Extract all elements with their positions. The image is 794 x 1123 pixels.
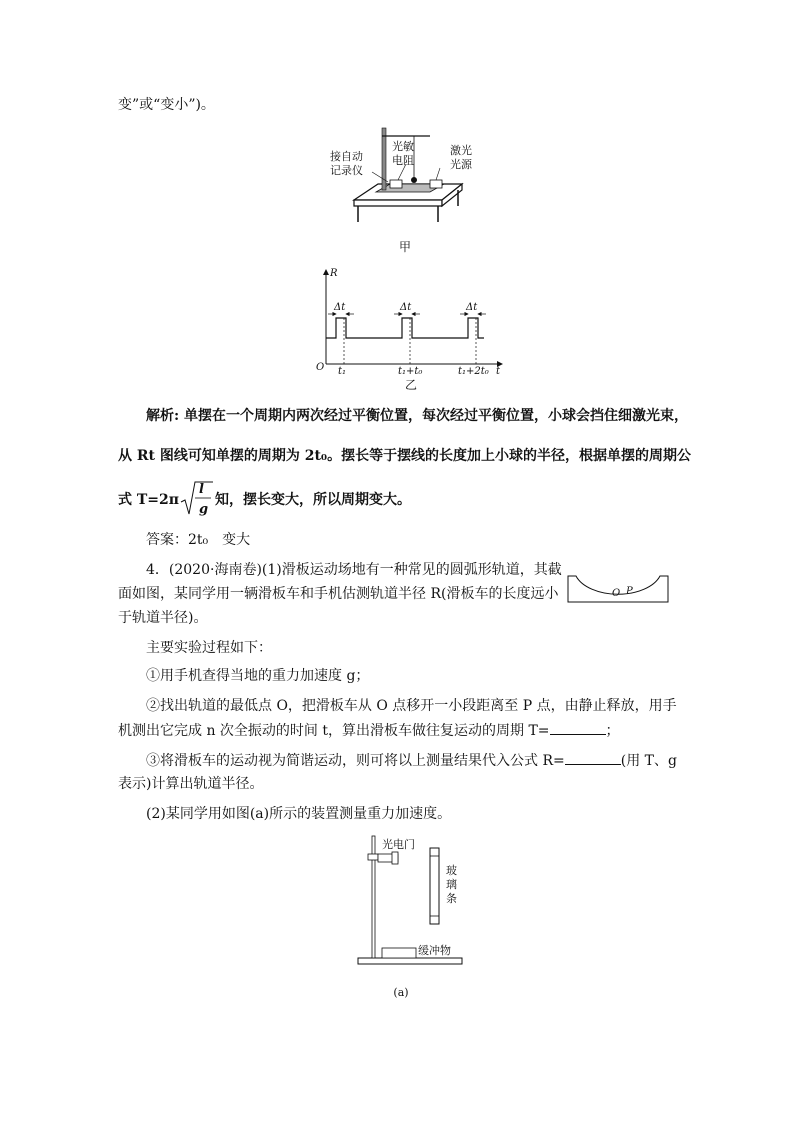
track-label-o: O <box>612 588 621 599</box>
step-2a: ②找出轨道的最低点 O，把滑板车从 O 点移开一小段距离至 P 点，由静止释放，用手 <box>146 698 677 714</box>
step-2b-suffix: ； <box>605 723 620 739</box>
step-3b: 表示)计算出轨道半径。 <box>118 776 264 792</box>
label-glass-3: 条 <box>446 892 457 905</box>
step-1: ①用手机查得当地的重力加速度 g； <box>146 668 370 684</box>
step-3a <box>146 750 677 771</box>
sqrt-fraction <box>179 482 215 517</box>
step-2b <box>118 720 620 741</box>
axis-y-label: R <box>330 268 338 279</box>
delta-label-3: Δt <box>466 302 478 313</box>
formula-suffix: 知，摆长变大，所以周期变大。 <box>215 492 412 508</box>
tick-label-t1-2t0: t₁+2t₀ <box>458 366 489 377</box>
axis-x-label: t <box>496 366 501 377</box>
label-photoresistor-2: 电阻 <box>392 154 414 167</box>
figure-track <box>566 574 670 604</box>
figure-a-apparatus <box>352 834 472 970</box>
waveform-line <box>326 318 484 338</box>
delta-label-1: Δt <box>334 302 346 313</box>
q4-line-1: 4．(2020·海南卷)(1)滑板运动场地有一种常见的圆弧形轨道，其截 <box>146 562 562 578</box>
text-top-line: 变”或“变小”)。 <box>118 97 215 113</box>
origin-label: O <box>316 362 325 373</box>
label-glass-1: 玻 <box>446 864 457 877</box>
analysis-line-2: 从 Rt 图线可知单摆的周期为 2t₀。摆长等于摆线的长度加上小球的半径，根据单摆的周期公 <box>118 448 692 464</box>
answer-blank-period[interactable] <box>550 720 606 735</box>
label-recorder-1: 接自动 <box>330 150 363 163</box>
step-2b-text: 机测出它完成 n 次全振动的时间 t，算出滑板车做往复运动的周期 T= <box>118 723 550 739</box>
label-photogate: 光电门 <box>382 838 415 851</box>
track-label-p: P <box>626 586 633 597</box>
frac-denominator: g <box>199 502 209 517</box>
label-photoresistor-1: 光敏 <box>392 140 414 153</box>
frac-numerator: l <box>199 482 204 497</box>
step-3a-suffix: (用 T、g <box>620 753 677 769</box>
caption-a: (a) <box>393 986 409 999</box>
analysis-line-3 <box>118 482 412 517</box>
q4-line-3: 于轨道半径)。 <box>118 610 208 626</box>
q4-line-2: 面如图，某同学用一辆滑板车和手机估测轨道半径 R(滑板车的长度远小 <box>118 586 559 602</box>
tick-label-t1: t₁ <box>338 366 347 377</box>
tick-label-t1-t0: t₁+t₀ <box>398 366 423 377</box>
answer-blank-radius[interactable] <box>565 750 621 765</box>
label-glass-2: 璃 <box>446 878 457 891</box>
figure-jia-apparatus <box>330 122 480 232</box>
analysis-line-1: 解析: 单摆在一个周期内两次经过平衡位置，每次经过平衡位置，小球会挡住细激光束， <box>146 408 689 424</box>
part-2-line: (2)某同学用如图(a)所示的装置测量重力加速度。 <box>146 806 452 822</box>
caption-yi: 乙 <box>404 378 417 392</box>
label-buffer: 缓冲物 <box>418 944 451 957</box>
answer-line: 答案：2t₀ 变大 <box>146 532 251 548</box>
steps-title: 主要实验过程如下： <box>146 640 272 656</box>
figure-yi-graph <box>312 262 512 380</box>
caption-jia: 甲 <box>398 240 411 254</box>
step-3a-text: ③将滑板车的运动视为简谐运动，则可将以上测量结果代入公式 R= <box>146 753 565 769</box>
formula-prefix: 式 T=2π <box>118 492 180 508</box>
label-recorder-2: 记录仪 <box>330 164 363 177</box>
label-laser-1: 激光 <box>450 144 472 157</box>
delta-label-2: Δt <box>400 302 412 313</box>
label-laser-2: 光源 <box>450 158 472 171</box>
